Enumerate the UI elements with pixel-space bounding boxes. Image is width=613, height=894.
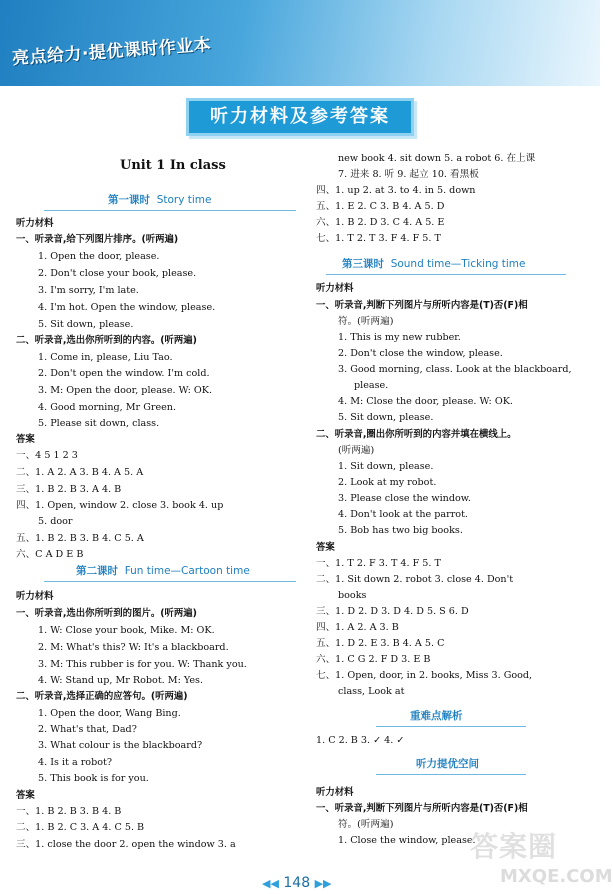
answer-line: 三、1. D 2. D 3. D 4. D 5. S 6. D	[316, 606, 469, 617]
answer-line: 二、1. Sit down 2. robot 3. close 4. Don't	[316, 574, 514, 585]
answer-line: 五、1. E 2. C 3. B 4. A 5. D	[316, 201, 445, 212]
section-rule	[376, 726, 526, 727]
subheading: 听力材料	[16, 591, 54, 602]
text-line: 2. Don't close the window, please.	[338, 348, 503, 359]
answer-line: 六、C A D E B	[16, 549, 84, 560]
answer-line: class, Look at	[338, 686, 405, 697]
answer-line: 三、1. B 2. B 3. A 4. B	[16, 484, 122, 495]
text-line: 4. M: Close the door, please. W: OK.	[338, 396, 513, 407]
answer-line: 五、1. B 2. B 3. B 4. C 5. A	[16, 533, 144, 544]
text-line: 5. Please sit down, class.	[38, 418, 160, 429]
answer-line: 四、1. A 2. A 3. B	[316, 622, 399, 633]
answer-line: 七、1. Open, door, in 2. books, Miss 3. Good,	[316, 670, 533, 681]
text-line: 5. Sit down, please.	[38, 319, 134, 330]
page-title: 听力材料及参考答案	[186, 98, 414, 136]
text-line: 符。(听两遍)	[338, 819, 394, 830]
question-line: 一、听录音,判断下列图片与所听内容是(T)否(F)相	[316, 803, 528, 814]
answer-line: new book 4. sit down 5. a robot 6. 在上课	[338, 153, 536, 164]
text-line: 3. M: Open the door, please. W: OK.	[38, 385, 213, 396]
watermark: 答案圈	[470, 830, 558, 863]
section-heading-listening-plus: 听力提优空间	[416, 758, 479, 770]
answer-line: books	[338, 590, 367, 601]
left-arrows-icon: ◀◀	[262, 877, 279, 890]
text-line: 1. Sit down, please.	[338, 461, 434, 472]
answer-line: 四、1. up 2. at 3. to 4. in 5. down	[316, 185, 476, 196]
section-rule	[44, 210, 296, 211]
answer-line: 六、1. C G 2. F D 3. E B	[316, 654, 431, 665]
text-line: 3. I'm sorry, I'm late.	[38, 285, 139, 296]
subheading: 听力材料	[16, 218, 54, 229]
answers-heading: 答案	[316, 542, 335, 553]
question-line: 一、听录音,给下列图片排序。(听两遍)	[16, 234, 179, 245]
text-line: (听两遍)	[338, 445, 375, 456]
text-line: 1. W: Close your book, Mike. M: OK.	[38, 625, 215, 636]
text-line: 1. Come in, please, Liu Tao.	[38, 352, 173, 363]
answers-heading: 答案	[16, 790, 35, 801]
question-line: 二、听录音,选出你所听到的内容。(听两遍)	[16, 335, 197, 346]
answer-line: 五、1. D 2. E 3. B 4. A 5. C	[316, 638, 445, 649]
question-line: 一、听录音,判断下列图片与所听内容是(T)否(F)相	[316, 300, 528, 311]
section-heading-lesson3: 第三课时 Sound time—Ticking time	[342, 258, 526, 270]
text-line: 5. Sit down, please.	[338, 412, 434, 423]
answer-line: 7. 进来 8. 听 9. 起立 10. 看黑板	[338, 169, 479, 180]
text-line: 3. Please close the window.	[338, 493, 471, 504]
answer-line: 一、1. T 2. F 3. T 4. F 5. T	[316, 558, 441, 569]
page-number: 148	[283, 875, 311, 891]
text-line: 1. Close the window, please.	[338, 835, 476, 846]
answer-line: 一、4 5 1 2 3	[16, 450, 78, 461]
page-footer	[262, 875, 331, 891]
text-line: 3. M: This rubber is for you. W: Thank you.	[38, 659, 247, 670]
section-heading-key-points: 重难点解析	[410, 710, 463, 722]
answer-line: 一、1. B 2. B 3. B 4. B	[16, 806, 122, 817]
text-line: 5. This book is for you.	[38, 773, 149, 784]
text-line: 3. Good morning, class. Look at the blackboard,	[338, 364, 572, 375]
right-arrows-icon: ▶▶	[314, 877, 332, 890]
text-line: 1. This is my new rubber.	[338, 332, 461, 343]
section-heading-lesson2: 第二课时 Fun time—Cartoon time	[76, 565, 250, 577]
text-line: 2. What's that, Dad?	[38, 724, 137, 735]
text-line: 3. What colour is the blackboard?	[38, 740, 203, 751]
answer-line: 四、1. Open, window 2. close 3. book 4. up	[16, 500, 224, 511]
answers-heading: 答案	[16, 434, 35, 445]
text-line: 4. I'm hot. Open the window, please.	[38, 302, 216, 313]
answer-line: 七、1. T 2. T 3. F 4. F 5. T	[316, 233, 441, 244]
answer-line: 5. door	[38, 516, 73, 527]
series-title: 亮点给力·提优课时作业本	[11, 35, 212, 69]
section-rule	[326, 274, 566, 275]
text-line: 4. Don't look at the parrot.	[338, 509, 468, 520]
question-line: 二、听录音,圈出你所听到的内容并填在横线上。	[316, 429, 517, 440]
text-line: 1. Open the door, please.	[38, 251, 160, 262]
text-line: 1. Open the door, Wang Bing.	[38, 708, 181, 719]
section-heading-lesson1: 第一课时 Story time	[108, 194, 212, 206]
text-line: 4. W: Stand up, Mr Robot. M: Yes.	[38, 675, 204, 686]
text-line: 2. Look at my robot.	[338, 477, 437, 488]
subheading: 听力材料	[316, 787, 354, 798]
section-rule	[44, 581, 296, 582]
text-line: 符。(听两遍)	[338, 316, 394, 327]
subheading: 听力材料	[316, 283, 354, 294]
answer-line: 二、1. A 2. A 3. B 4. A 5. A	[16, 467, 144, 478]
text-line: 2. M: What's this? W: It's a blackboard.	[38, 642, 229, 653]
answer-line: 二、1. B 2. C 3. A 4. C 5. B	[16, 822, 145, 833]
unit-title: Unit 1 In class	[120, 158, 226, 173]
text-line: 4. Is it a robot?	[38, 757, 112, 768]
text-line: please.	[354, 380, 389, 391]
text-line: 2. Don't close your book, please.	[38, 268, 197, 279]
watermark-url: MXQE.COM	[500, 866, 613, 887]
text-line: 5. Bob has two big books.	[338, 525, 463, 536]
answer-line: 六、1. B 2. D 3. C 4. A 5. E	[316, 217, 445, 228]
question-line: 二、听录音,选择正确的应答句。(听两遍)	[16, 691, 188, 702]
text-line: 4. Good morning, Mr Green.	[38, 402, 177, 413]
question-line: 一、听录音,选出你所听到的图片。(听两遍)	[16, 608, 197, 619]
section-rule	[376, 774, 526, 775]
answer-line: 三、1. close the door 2. open the window 3. a	[16, 839, 236, 850]
text-line: 2. Don't open the window. I'm cold.	[38, 368, 210, 379]
answer-line: 1. C 2. B 3. ✓ 4. ✓	[316, 735, 405, 746]
